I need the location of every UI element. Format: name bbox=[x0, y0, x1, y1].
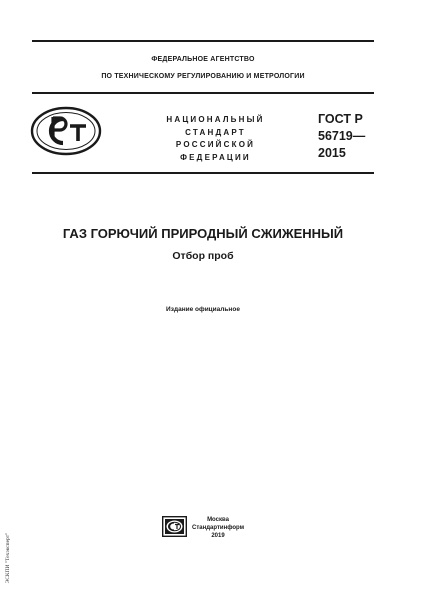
upper-rule bbox=[32, 92, 374, 94]
document-subtitle: Отбор проб bbox=[172, 250, 234, 262]
rst-certification-mark-icon bbox=[30, 106, 102, 156]
gost-line: 56719— bbox=[318, 129, 366, 143]
gost-line: ГОСТ Р bbox=[318, 112, 363, 126]
top-rule bbox=[32, 40, 374, 42]
publisher-city: Москва bbox=[207, 517, 229, 523]
agency-line-1: ФЕДЕРАЛЬНОЕ АГЕНТСТВО bbox=[151, 56, 255, 63]
national-standard-label bbox=[148, 114, 283, 164]
national-line: СТАНДАРТ bbox=[185, 127, 246, 137]
lower-rule bbox=[32, 172, 374, 174]
agency-line-2: ПО ТЕХНИЧЕСКОМУ РЕГУЛИРОВАНИЮ И МЕТРОЛОГИИ bbox=[101, 73, 305, 80]
side-watermark-note bbox=[3, 520, 13, 595]
gost-line: 2015 bbox=[318, 146, 346, 160]
gost-designation bbox=[318, 111, 365, 162]
document-title: ГАЗ ГОРЮЧИЙ ПРИРОДНЫЙ СЖИЖЕННЫЙ bbox=[62, 226, 344, 241]
national-line: РОССИЙСКОЙ bbox=[175, 140, 256, 149]
side-note-text: ЭСКПИ "Техэксперт" bbox=[5, 532, 11, 583]
publisher-info bbox=[192, 516, 244, 540]
standartinform-logo-icon bbox=[162, 516, 187, 537]
publisher-year: 2019 bbox=[211, 533, 225, 539]
national-line: ФЕДЕРАЦИИ bbox=[180, 152, 251, 162]
edition-label: Издание официальное bbox=[166, 306, 240, 313]
publisher-name: Стандартинформ bbox=[192, 525, 245, 531]
national-line: НАЦИОНАЛЬНЫЙ bbox=[166, 115, 265, 124]
